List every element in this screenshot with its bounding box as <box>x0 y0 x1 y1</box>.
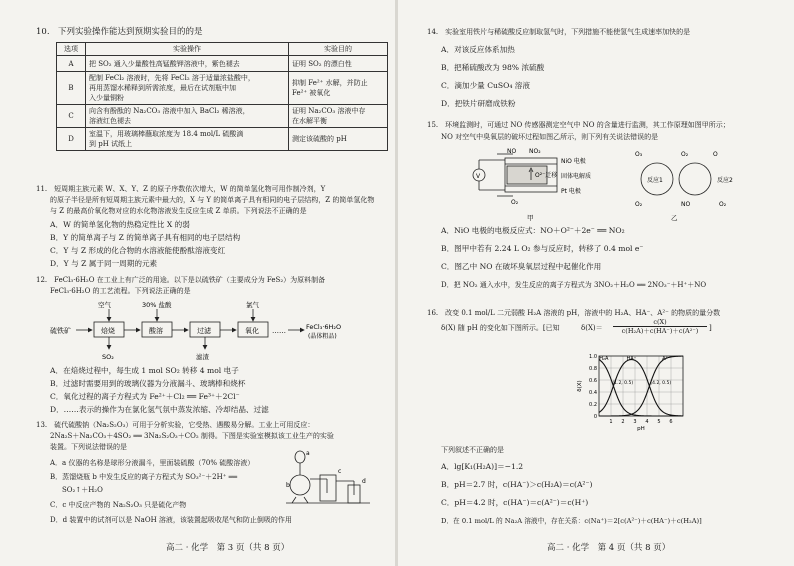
q13-option-c: C．c 中反应产物的 Na₂S₂O₃ 只是硫化产物 <box>50 501 187 509</box>
x-tick-label: 1 <box>609 419 613 425</box>
label-o: O <box>713 151 718 158</box>
annotation-point: (4.2, 0.5) <box>650 381 672 386</box>
series-label: A²⁻ <box>662 356 671 363</box>
q10-row-c-operation: 向含有酚酞的 Na₂CO₃ 溶液中加入 BaCl₂ 稀溶液， 溶液红色褪去 <box>86 105 289 128</box>
flow-product: FeCl₃·6H₂O <box>306 323 342 331</box>
q13-apparatus-diagram <box>282 445 377 507</box>
q16-stem-line1: 16. 改变 0.1 mol/L 二元弱酸 H₂A 溶液的 pH，溶液中的 H₂A、HA⁻、A²⁻ 的物质的量分数 <box>427 309 721 317</box>
flow-dots: …… <box>272 327 286 335</box>
q12-stem-line1: 12. FeCl₃·6H₂O 在工业上有广泛的用途。以下是以硫铁矿（主要成分为 FeS₂）为原料制备 <box>36 276 326 284</box>
q12-option-b: B．过滤时需要用到的玻璃仪器为分液漏斗、玻璃棒和烧杯 <box>50 379 246 388</box>
q10-row-c-option: C <box>57 105 86 128</box>
q10-stem: 10. 下列实验操作能达到预期实验目的的是 <box>36 27 203 37</box>
label-o2-top: O₂ <box>681 151 689 158</box>
label-nio-electrode: NiO 电极 <box>561 158 586 165</box>
x-tick-label: 6 <box>669 419 673 425</box>
q10-row-c-goal: 证明 Na₂CO₃ 溶液中存 在水解平衡 <box>289 105 388 128</box>
flow-product-note: (晶体粗品) <box>308 333 337 340</box>
label-pt-electrode: Pt 电极 <box>561 188 581 195</box>
q16-stem-line2-start: δ(X) 随 pH 的变化如下图所示。[已知 <box>441 324 560 332</box>
q16-fraction-numerator: c(X) <box>653 318 667 326</box>
label-o2-right: O₂ <box>719 201 727 208</box>
q12-stem-line2: FeCl₃·6H₂O 的工艺流程。下列说法正确的是 <box>50 287 191 295</box>
series-a2-line <box>599 356 683 416</box>
label-no: NO <box>507 148 517 155</box>
cycle-2 <box>679 163 711 195</box>
page-4-footer: 高二 · 化学 第 4 页（共 8 页） <box>547 543 671 553</box>
q10-row-b-goal: 抑制 Fe²⁺ 水解，并防止 Fe²⁺ 被氧化 <box>289 72 388 105</box>
y-tick-label: 1.0 <box>589 354 597 360</box>
q11-option-b: B．Y 的简单离子与 Z 的简单离子具有相同的电子层结构 <box>50 233 241 242</box>
x-tick-label: 3 <box>633 419 637 425</box>
flask-b <box>290 475 310 495</box>
q10-row-d-option: D <box>57 128 86 151</box>
page-4 <box>397 0 794 566</box>
q16-distribution-chart <box>575 350 695 440</box>
q13-option-b: B．蒸馏烧瓶 b 中发生反应的离子方程式为 SO₃²⁻＋2H⁺ ══ <box>50 473 238 481</box>
flow-box-oxidize-label: 氧化 <box>245 327 259 335</box>
q10-row-b-operation: 配制 FeCl₂ 溶液时，先将 FeCl₂ 溶于适量浓盐酸中， 再用蒸馏水稀释到所需浓度，最后在试剂瓶中加 入少量铜粉 <box>86 72 289 105</box>
q13-stem-line1: 13. 硫代硫酸钠（Na₂S₂O₃）可用于分析实验，它受热、遇酸易分解。工业上可用反应： <box>36 421 315 429</box>
x-tick-label: 4 <box>645 419 649 425</box>
q14-stem: 14. 实验室用铁片与稀硫酸反应制取氢气时，下列措施不能使氢气生成速率加快的是 <box>427 28 691 36</box>
flow-residue: 滤渣 <box>196 353 209 361</box>
q12-option-a: A．在焙烧过程中，每生成 1 mol SO₂ 转移 4 mol 电子 <box>50 366 239 375</box>
label-d: d <box>362 478 366 485</box>
q11-stem-line1: 11. 短周期主族元素 W、X、Y、Z 的原子序数依次增大，W 的简单氢化物可用作制冷剂，Y <box>36 185 326 193</box>
q13-option-d: D．d 装置中的试剂可以是 NaOH 溶液，该装置起吸收尾气和防止倒吸的作用 <box>50 516 292 524</box>
q15-option-a: A．NiO 电极的电极反应式：NO＋O²⁻＋2e⁻ ══ NO₂ <box>441 226 625 235</box>
y-tick-label: 0.4 <box>589 390 597 396</box>
x-axis-label: pH <box>637 426 645 432</box>
label-o2: O₂ <box>511 199 519 206</box>
q13-stem-line3: 装置。下列说法错误的是 <box>50 443 127 451</box>
label-no2: NO₂ <box>529 148 541 155</box>
q16-fraction-denominator: c(H₂A)＋c(HA⁻)＋c(A²⁻) <box>613 326 707 335</box>
q16-option-a: A．lg[K₁(H₂A)]＝−1.2 <box>441 462 524 471</box>
q16-fraction <box>613 318 707 335</box>
flow-start: 硫铁矿 <box>50 327 71 335</box>
q16-fraction-lhs: δ(X)＝ <box>581 324 603 332</box>
label-reaction1: 反应1 <box>647 177 663 184</box>
label-o3: O₃ <box>635 151 643 158</box>
x-tick-label: 5 <box>657 419 661 425</box>
q15-option-c: C．图乙中 NO 在破坏臭氧层过程中起催化作用 <box>441 262 602 271</box>
q15-stem-line2: NO 对空气中臭氧层的破坏过程如图乙所示，则下列有关说法错误的是 <box>441 133 659 141</box>
flow-box-filter-label: 过滤 <box>197 327 211 335</box>
y-tick-label: 0.8 <box>589 366 597 372</box>
q10-header-goal: 实验目的 <box>289 43 388 56</box>
voltmeter-label: V <box>476 173 481 180</box>
label-o2-bottom: O₂ <box>635 201 643 208</box>
label-o2-migration: O²⁻迁移 <box>535 172 558 179</box>
q12-option-d: D．……表示的操作为在氯化氢气氛中蒸发浓缩、冷却结晶、过滤 <box>50 405 269 414</box>
q14-option-c: C．滴加少量 CuSO₄ 溶液 <box>441 81 530 90</box>
q10-row-a-operation: 把 SO₂ 通入少量酸性高锰酸钾溶液中，紫色褪去 <box>86 56 289 72</box>
q10-table <box>56 42 388 151</box>
q14-option-b: B．把稀硫酸改为 98% 浓硫酸 <box>441 63 545 72</box>
annotation-point: (1.2, 0.5) <box>612 381 634 386</box>
q11-option-d: D．Y 与 Z 属于同一周期的元素 <box>50 259 158 268</box>
q15-figures <box>467 146 757 224</box>
q12-option-c: C．氧化过程的离子方程式为 Fe²⁺＋Cl₂ ══ Fe³⁺＋2Cl⁻ <box>50 392 240 401</box>
flow-so2: SO₂ <box>102 353 114 361</box>
q16-lead: 下列叙述不正确的是 <box>441 446 504 454</box>
q11-stem-line2: 的原子半径是所有短周期主族元素中最大的，X 与 Y 的简单离子具有相同的电子层结构，Z 的简单氢化物 <box>50 196 375 204</box>
q14-option-d: D．把铁片研磨成铁粉 <box>441 99 516 108</box>
q10-row-a-option: A <box>57 56 86 72</box>
y-tick-label: 0.6 <box>589 378 597 384</box>
funnel-a <box>295 451 305 463</box>
q10-header-option: 选项 <box>57 43 86 56</box>
q16-option-b: B．pH＝2.7 时，c(HA⁻)＞c(H₂A)＝c(A²⁻) <box>441 480 593 489</box>
figure-jia-caption: 甲 <box>527 214 534 222</box>
q15-option-b: B．图甲中若有 2.24 L O₂ 参与反应时，转移了 0.4 mol e⁻ <box>441 244 644 253</box>
y-tick-label: 0.2 <box>589 402 597 408</box>
q13-stem-line2: 2Na₂S＋Na₂CO₃＋4SO₂ ══ 3Na₂S₂O₃＋CO₂ 制得。下图是实验室模拟该工业生产的实验 <box>50 432 334 440</box>
y-tick-label: 0 <box>593 414 597 420</box>
label-reaction2: 反应2 <box>717 177 733 184</box>
page-3-footer: 高二 · 化学 第 3 页（共 8 页） <box>166 543 290 553</box>
q15-stem-line1: 15. 环境监测时，可通过 NO 传感器测定空气中 NO 的含量进行监测，其工作原理如图甲所示； <box>427 121 730 129</box>
q11-option-c: C．Y 与 Z 形成的化合物的水溶液能使酚酞溶液变红 <box>50 246 226 255</box>
q11-option-a: A．W 的简单氢化物的热稳定性比 X 的弱 <box>50 220 190 229</box>
flow-acid: 30% 盐酸 <box>142 301 172 309</box>
q15-option-d: D．把 NO₂ 通入水中，发生反应的离子方程式为 3NO₂＋H₂O ══ 2NO₃⁻＋H⁺＋NO <box>441 281 707 289</box>
q10-row-d-operation: 室温下，用玻璃棒蘸取浓度为 18.4 mol/L 硫酸滴 到 pH 试纸上 <box>86 128 289 151</box>
flow-air: 空气 <box>98 301 111 309</box>
flow-chlorine: 氯气 <box>246 301 259 309</box>
flow-box-dissolve-label: 酸溶 <box>149 327 163 335</box>
q13-option-b-cont: SO₂↑＋H₂O <box>62 486 103 494</box>
label-no-cycle: NO <box>681 201 691 208</box>
q12-flow-diagram <box>50 298 380 362</box>
x-tick-label: 2 <box>621 419 625 425</box>
label-c: c <box>338 468 342 475</box>
flow-box-roast-label: 焙烧 <box>101 327 115 335</box>
y-axis-label: δ(X) <box>577 380 583 392</box>
figure-yi-caption: 乙 <box>671 214 678 222</box>
series-label: H₂A <box>599 356 609 363</box>
q10-row-a-goal: 证明 SO₂ 的漂白性 <box>289 56 388 72</box>
q14-option-a: A．对该反应体系加热 <box>441 45 515 54</box>
q10-row-d-goal: 测定该硫酸的 pH <box>289 128 388 151</box>
q16-option-c: C．pH＝4.2 时，c(HA⁻)＝c(A²⁻)＝c(H⁺) <box>441 498 589 507</box>
q10-header-operation: 实验操作 <box>86 43 289 56</box>
q13-option-a: A．a 仪器的名称是球形分液漏斗，里面装硫酸（70% 硫酸溶液） <box>50 459 255 467</box>
label-a: a <box>306 450 310 457</box>
q16-option-d: D．在 0.1 mol/L 的 Na₂A 溶液中，存在关系：c(Na⁺)＝2[c(A²⁻)＋c(HA⁻)＋c(H₂A)] <box>441 517 702 525</box>
q10-row-b-option: B <box>57 72 86 105</box>
q11-stem-line3: 与 Z 的最高价氧化物对应的水化物溶液发生反应生成 Z 单质。下列说法不正确的是 <box>50 207 307 215</box>
label-electrolyte: 固体电解质 <box>561 173 592 180</box>
q16-stem-close: ] <box>709 324 712 332</box>
label-b: b <box>286 482 290 489</box>
series-label: HA⁻ <box>626 356 637 363</box>
